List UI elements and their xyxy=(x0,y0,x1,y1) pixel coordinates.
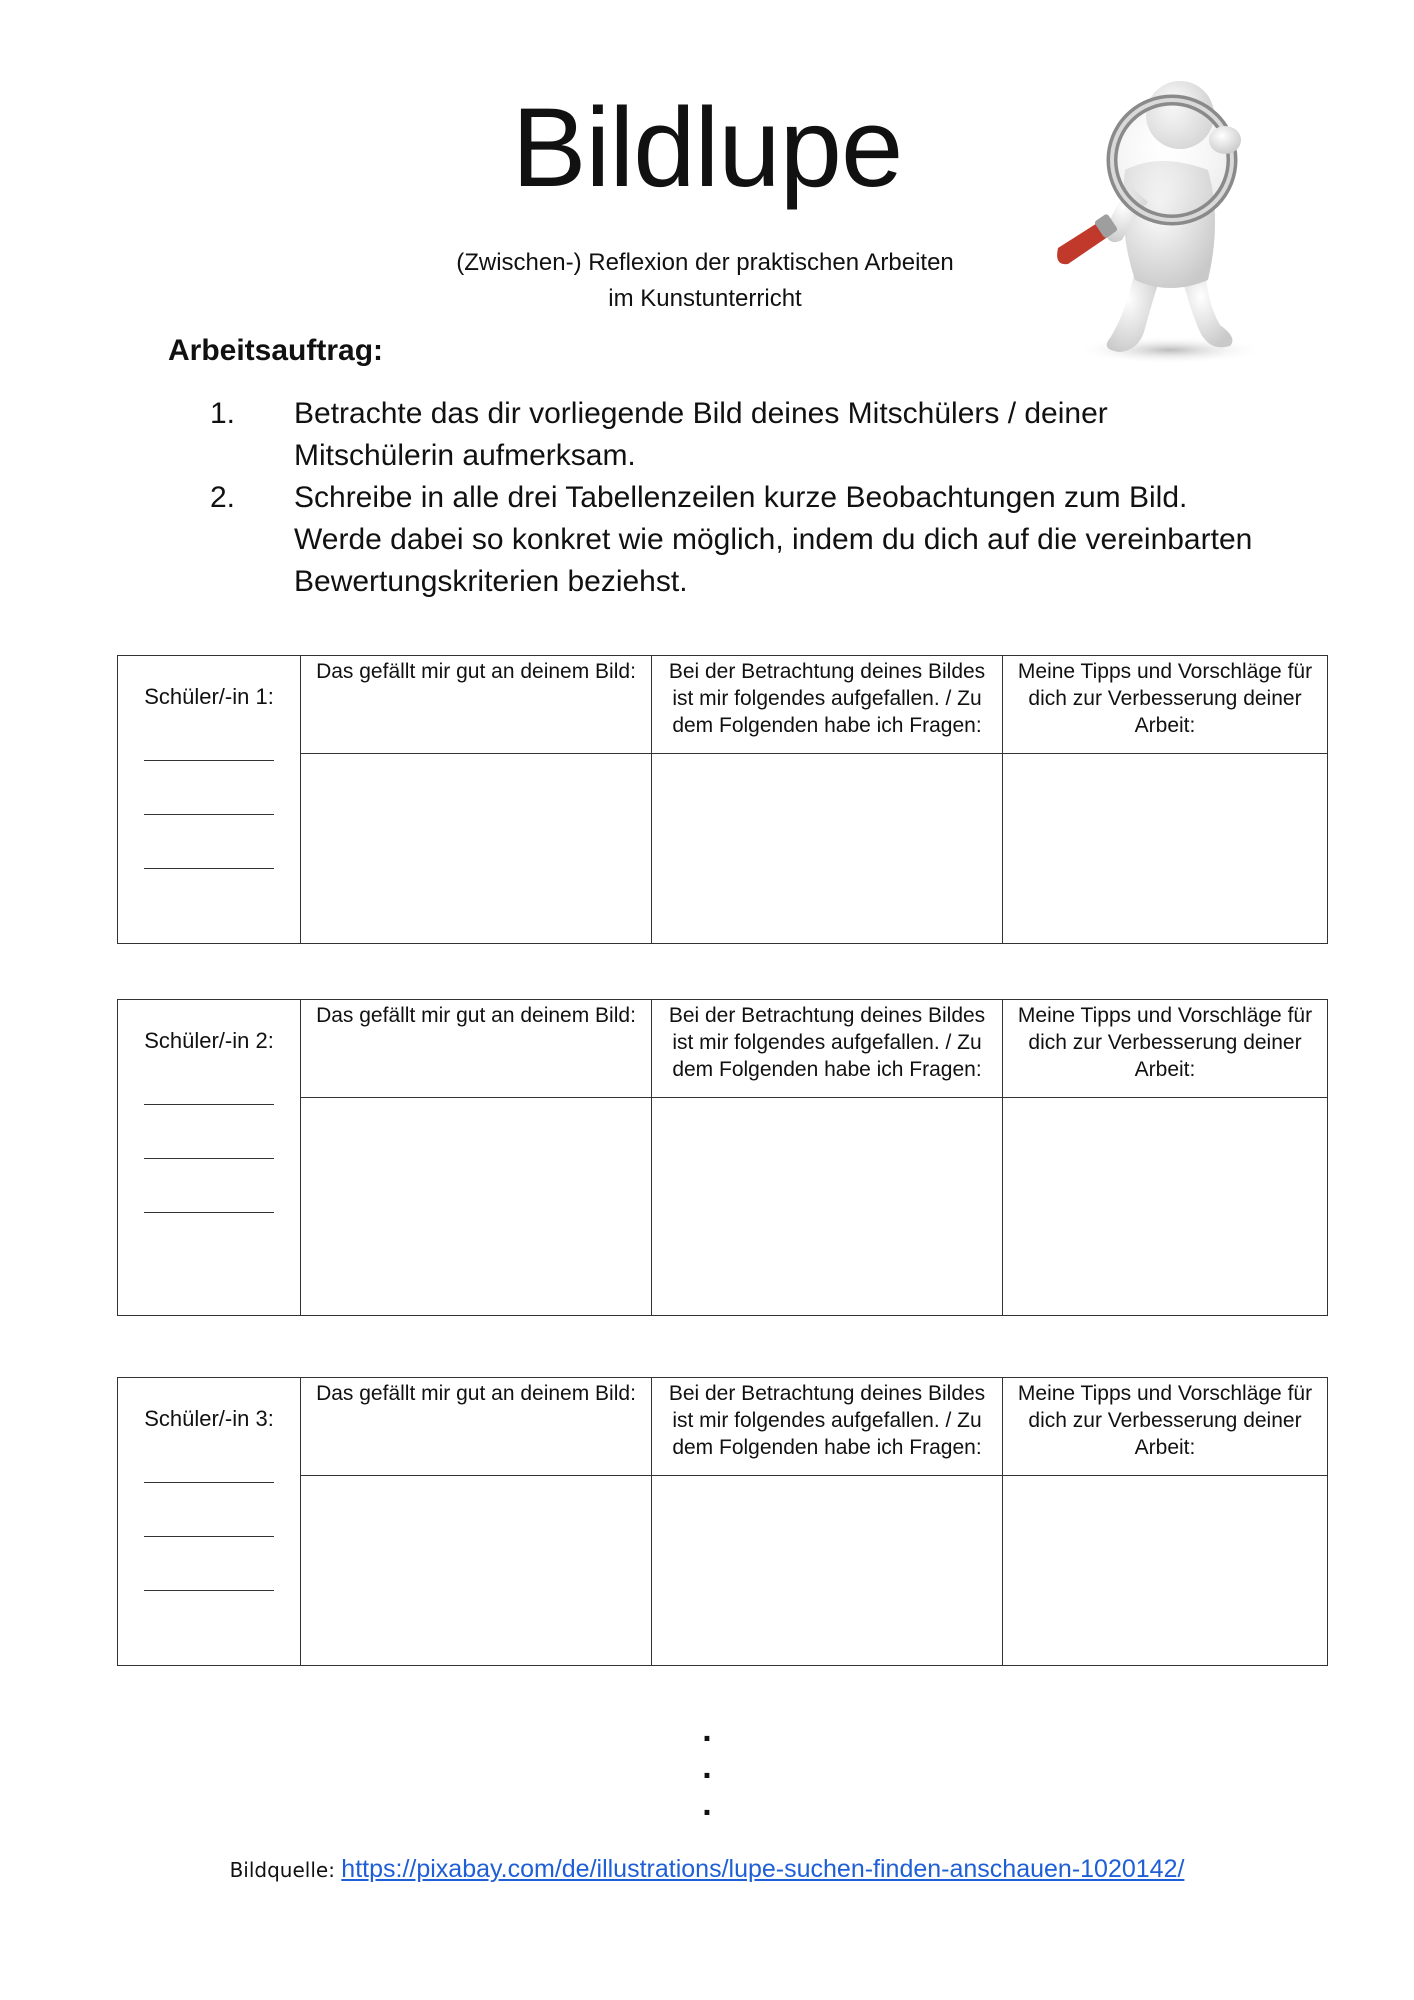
column-header-tips: Meine Tipps und Vorschläge für dich zur Verbesserung deiner Arbeit: xyxy=(1003,656,1328,754)
task-item xyxy=(200,393,1260,477)
column-header-observed: Bei der Betrachtung deines Bildes ist mir folgendes aufgefallen. / Zu dem Folgenden habe ich Fragen: xyxy=(652,1000,1003,1098)
student-label: Schüler/-in 3: xyxy=(144,1406,274,1431)
task-text: Betrachte das dir vorliegende Bild deines Mitschülers / deiner Mitschülerin aufmerksam. xyxy=(294,397,1108,472)
answer-cell-observed[interactable] xyxy=(652,1098,1003,1316)
subtitle-line-1: (Zwischen-) Reflexion der praktischen Arbeiten xyxy=(456,249,954,276)
name-line-2[interactable] xyxy=(144,1536,274,1537)
name-line-3[interactable] xyxy=(144,868,274,869)
task-item xyxy=(200,477,1260,603)
source-label: Bildquelle: xyxy=(229,1858,342,1882)
page-title: Bildlupe xyxy=(511,85,903,210)
column-header-good: Das gefällt mir gut an deinem Bild: xyxy=(301,656,652,754)
task-text: Schreibe in alle drei Tabellenzeilen kurze Beobachtungen zum Bild. Werde dabei so konkret wie möglich, indem du dich auf die vereinbarten Bewertungskriterien beziehst. xyxy=(294,481,1253,598)
task-number: 2. xyxy=(210,481,236,514)
name-line-1[interactable] xyxy=(144,760,274,761)
page-subtitle xyxy=(400,245,1010,317)
name-line-2[interactable] xyxy=(144,814,274,815)
answer-cell-good[interactable] xyxy=(301,754,652,944)
magnifier-figure-icon xyxy=(1040,70,1280,370)
column-header-tips: Meine Tipps und Vorschläge für dich zur Verbesserung deiner Arbeit: xyxy=(1003,1000,1328,1098)
answer-cell-tips[interactable] xyxy=(1003,1098,1328,1316)
evaluation-table-2 xyxy=(117,999,1328,1316)
name-line-1[interactable] xyxy=(144,1482,274,1483)
name-line-2[interactable] xyxy=(144,1158,274,1159)
column-header-observed: Bei der Betrachtung deines Bildes ist mir folgendes aufgefallen. / Zu dem Folgenden habe ich Fragen: xyxy=(652,656,1003,754)
student-label: Schüler/-in 1: xyxy=(144,684,274,709)
answer-cell-good[interactable] xyxy=(301,1476,652,1666)
student-name-cell xyxy=(118,1000,301,1316)
name-line-3[interactable] xyxy=(144,1590,274,1591)
task-heading: Arbeitsauftrag: xyxy=(168,334,384,367)
answer-cell-observed[interactable] xyxy=(652,754,1003,944)
column-header-tips: Meine Tipps und Vorschläge für dich zur Verbesserung deiner Arbeit: xyxy=(1003,1378,1328,1476)
column-header-observed: Bei der Betrachtung deines Bildes ist mir folgendes aufgefallen. / Zu dem Folgenden habe ich Fragen: xyxy=(652,1378,1003,1476)
column-header-good: Das gefällt mir gut an deinem Bild: xyxy=(301,1378,652,1476)
image-source xyxy=(0,1855,1414,1884)
task-number: 1. xyxy=(210,397,236,430)
student-label: Schüler/-in 2: xyxy=(144,1028,274,1053)
name-line-3[interactable] xyxy=(144,1212,274,1213)
name-line-1[interactable] xyxy=(144,1104,274,1105)
continuation-dots: . . . xyxy=(702,1711,712,1823)
answer-cell-good[interactable] xyxy=(301,1098,652,1316)
answer-cell-tips[interactable] xyxy=(1003,1476,1328,1666)
student-name-cell xyxy=(118,1378,301,1666)
answer-cell-tips[interactable] xyxy=(1003,754,1328,944)
column-header-good: Das gefällt mir gut an deinem Bild: xyxy=(301,1000,652,1098)
task-list xyxy=(200,393,1260,603)
subtitle-line-2: im Kunstunterricht xyxy=(608,285,802,312)
student-name-cell xyxy=(118,656,301,944)
evaluation-table-3 xyxy=(117,1377,1328,1666)
answer-cell-observed[interactable] xyxy=(652,1476,1003,1666)
evaluation-table-1 xyxy=(117,655,1328,944)
source-link[interactable]: https://pixabay.com/de/illustrations/lupe-suchen-finden-anschauen-1020142/ xyxy=(341,1855,1185,1883)
